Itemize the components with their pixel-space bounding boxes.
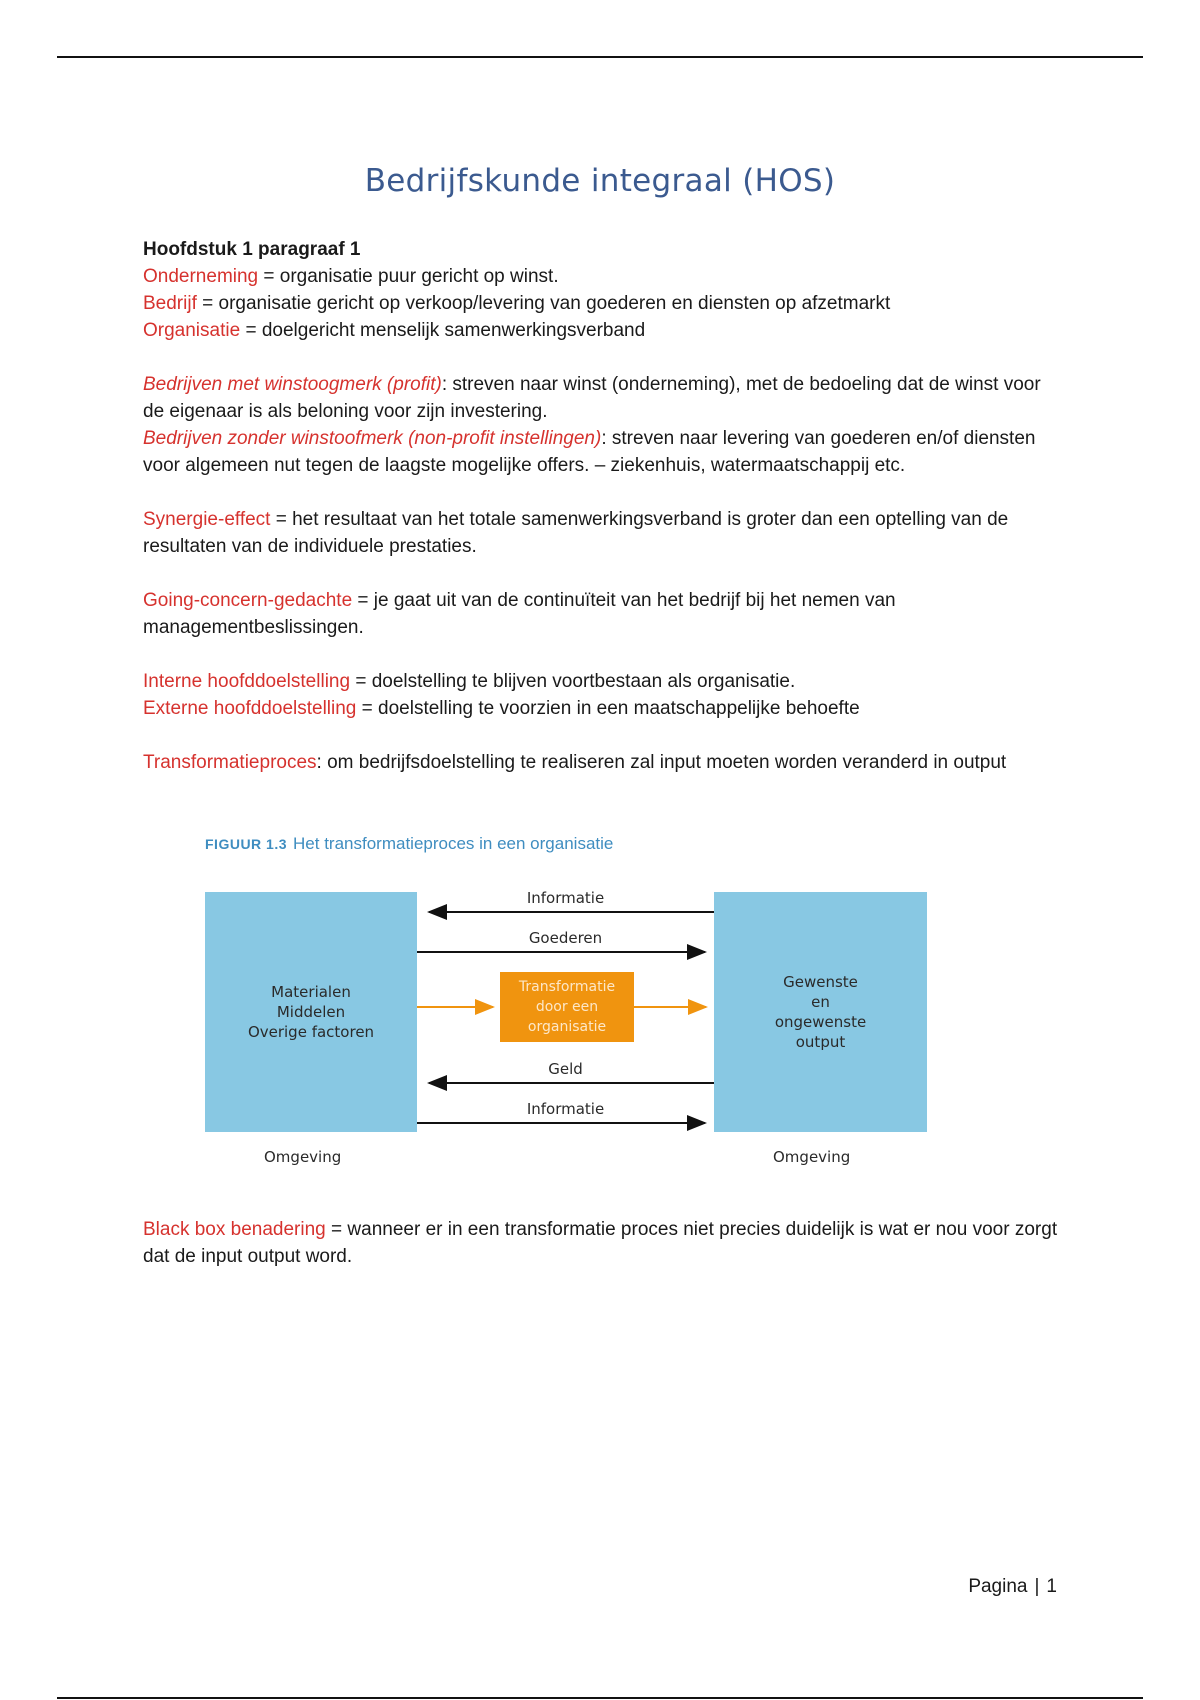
input-line-middelen: Middelen (276, 1003, 346, 1021)
text-going-concern: = je gaat uit van de continuïteit van het bedrijf bij het nemen van managementbeslissingen. (143, 590, 896, 638)
text-profit: : streven naar winst (onderneming), met de bedoeling dat de winst voor de eigenaar is als beloning voor zijn investering. (143, 374, 1041, 422)
footer-label: Pagina (968, 1576, 1028, 1597)
text-onderneming: = organisatie puur gericht op winst. (258, 266, 559, 287)
page-footer (968, 1576, 1057, 1598)
section-heading: Hoofdstuk 1 paragraaf 1 (143, 239, 361, 260)
term-nonprofit: Bedrijven zonder winstoofmerk (non-profit instellingen) (143, 428, 602, 449)
flow-label-goederen: Goederen (528, 929, 603, 947)
definition-onderneming (143, 263, 1063, 290)
definition-externe (143, 695, 1063, 722)
term-onderneming: Onderneming (143, 266, 259, 287)
term-transformatie: Transformatieproces (143, 752, 317, 773)
definition-nonprofit (143, 425, 1063, 479)
text-interne: = doelstelling te blijven voortbestaan als organisatie. (350, 671, 796, 692)
document-title: Bedrijfskunde integraal (HOS) (364, 163, 836, 199)
flow-label-info-bottom: Informatie (526, 1100, 605, 1118)
input-line-overige: Overige factoren (247, 1023, 375, 1041)
term-organisatie: Organisatie (143, 320, 241, 341)
term-profit: Bedrijven met winstoogmerk (profit) (143, 374, 442, 395)
term-interne: Interne hoofddoelstelling (143, 671, 351, 692)
text-nonprofit: : streven naar levering van goederen en/of diensten voor algemeen nut tegen de laagste mogelijke offers. – ziekenhuis, watermaatschappij etc. (143, 428, 1036, 476)
figure-number: FIGUUR 1.3 (205, 836, 288, 852)
footer-rule (57, 1697, 1143, 1699)
definition-interne (143, 668, 1063, 695)
figure-caption-text: Het transformatieproces in een organisatie (293, 834, 614, 853)
header-rule (57, 56, 1143, 58)
document-body-continued (143, 1216, 1063, 1270)
page-number: 1 (1046, 1576, 1057, 1597)
definition-synergie (143, 506, 1063, 560)
document-body (143, 236, 1063, 776)
term-bedrijf: Bedrijf (143, 293, 197, 314)
center-line-2: door een (535, 999, 599, 1015)
env-label-right: Omgeving (773, 1148, 851, 1166)
text-synergie: = het resultaat van het totale samenwerkingsverband is groter dan een optelling van de resultaten van de individuele prestaties. (143, 509, 1009, 557)
term-black-box: Black box benadering (143, 1219, 326, 1240)
text-organisatie: = doelgericht menselijk samenwerkingsverband (240, 320, 646, 341)
term-synergie: Synergie-effect (143, 509, 271, 530)
flow-label-geld: Geld (548, 1060, 583, 1078)
text-bedrijf: = organisatie gericht op verkoop/levering van goederen en diensten op afzetmarkt (196, 293, 891, 314)
definition-black-box (143, 1216, 1063, 1270)
definition-bedrijf (143, 290, 1063, 317)
output-line-4: output (795, 1033, 846, 1051)
definition-profit (143, 371, 1063, 425)
center-line-3: organisatie (527, 1019, 607, 1035)
footer-separator: | (1034, 1576, 1040, 1597)
term-going-concern: Going-concern-gedachte (143, 590, 353, 611)
definition-organisatie (143, 317, 1063, 344)
definition-going-concern (143, 587, 1063, 641)
center-line-1: Transformatie (518, 979, 616, 995)
transformation-box (500, 972, 634, 1042)
env-label-left: Omgeving (264, 1148, 342, 1166)
output-line-2: en (811, 993, 830, 1011)
text-transformatie: : om bedrijfsdoelstelling te realiseren zal input moeten worden veranderd in output (316, 752, 1007, 773)
definition-transformatie (143, 749, 1063, 776)
term-externe: Externe hoofddoelstelling (143, 698, 357, 719)
output-line-3: ongewenste (774, 1013, 867, 1031)
text-externe: = doelstelling te voorzien in een maatschappelijke behoefte (356, 698, 860, 719)
text-black-box: = wanneer er in een transformatie proces niet precies duidelijk is wat er nou voor zorgt dat de input output word. (143, 1219, 1058, 1267)
flow-label-info-top: Informatie (526, 889, 605, 907)
output-line-1: Gewenste (783, 973, 858, 991)
transformation-figure (200, 830, 940, 1175)
input-line-materialen: Materialen (271, 983, 351, 1001)
